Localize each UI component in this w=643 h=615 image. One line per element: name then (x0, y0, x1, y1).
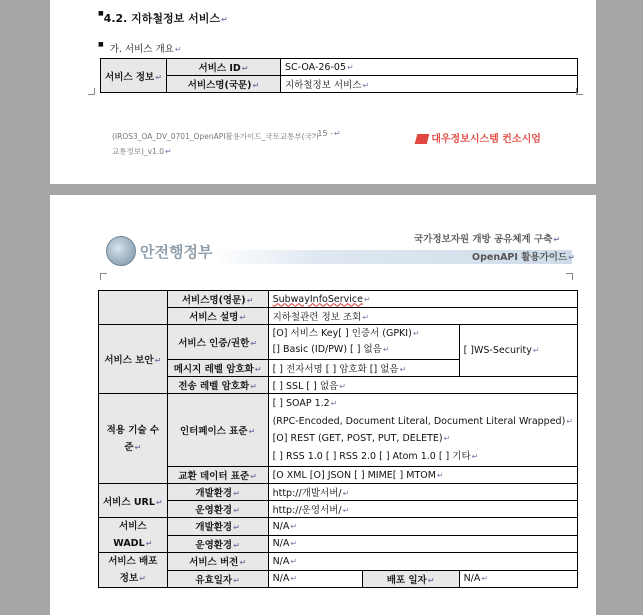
table-label-cell: 서비스명(국문)↵ (167, 76, 281, 93)
table-label-cell: 인터페이스 표준↵ (167, 394, 268, 467)
table-value-cell: N/A↵ (268, 570, 362, 588)
table-label-cell: 배포 일자↵ (362, 570, 459, 588)
table-value-cell: [ ] 전자서명 [ ] 암호화 [] 없음↵ (268, 360, 459, 377)
crop-mark (566, 273, 573, 280)
table-value-cell: [O XML [O] JSON [ ] MIME[ ] MTOM↵ (268, 467, 577, 484)
table-label-cell: 서비스 인증/권한↵ (167, 325, 268, 360)
document-page-1 (50, 0, 596, 184)
table-group-label: 서비스 정보↵ (101, 59, 167, 93)
table-label-cell: 서비스 버전↵ (167, 553, 268, 571)
table-row (99, 291, 578, 308)
bullet-icon: ■ (98, 10, 104, 17)
table-label-cell: 서비스명(영문)↵ (167, 291, 268, 308)
table-row (99, 570, 578, 588)
table-label-cell: 전송 레벨 암호화↵ (167, 377, 268, 394)
table-value-cell: N/A↵ (268, 553, 577, 571)
table-group-label: 서비스 보안↵ (99, 325, 168, 394)
crop-mark (88, 88, 95, 95)
table-value-cell: [O] 서비스 Key[ ] 인증서 (GPKI)↵ [] Basic (ID/PW) [ ] 없음↵ (268, 325, 459, 360)
table-row (99, 308, 578, 325)
table-row (99, 553, 578, 571)
document-page-2 (50, 195, 596, 615)
header-title-line1: 국가정보자원 개방 공유체계 구축↵ (414, 234, 561, 245)
table-row (99, 518, 578, 536)
ministry-logo: 안전행정부 (106, 236, 212, 266)
table-value-cell: N/A↵ (268, 535, 577, 553)
table-label-cell: 교환 데이터 표준↵ (167, 467, 268, 484)
header-title-line2: OpenAPI 활용가이드↵ (472, 252, 575, 263)
table-label-cell: 메시지 레벨 암호화↵ (167, 360, 268, 377)
table-value-cell: [ ] SOAP 1.2↵ (RPC-Encoded, Document Literal, Document Literal Wrapped)↵ [O] REST (GET, POST, PUT, DELETE)↵ [ ] RSS 1.0 [ ] RSS 2.0 [ ] Atom 1.0 [ ] 기타↵ (268, 394, 577, 467)
footer-company-logo: 대우정보시스템 컨소시엄 (416, 130, 541, 145)
table-value-cell: [ ]WS-Security↵ (459, 325, 577, 377)
table-label-cell: 운영환경↵ (167, 501, 268, 518)
table-label-cell: 개발환경↵ (167, 518, 268, 536)
section-heading: ■4.2. 지하철정보 서비스↵ (98, 10, 228, 25)
table-value-cell: 지하철정보 서비스↵ (281, 76, 578, 93)
table-row (99, 325, 578, 360)
table-value-cell: N/A↵ (268, 518, 577, 536)
bullet-icon: ■ (98, 41, 104, 48)
table-value-cell: [ ] SSL [ ] 없음↵ (268, 377, 577, 394)
table-label-cell: 운영환경↵ (167, 535, 268, 553)
service-detail-table (98, 290, 578, 588)
table-label-cell: 서비스 설명↵ (167, 308, 268, 325)
table-row (101, 76, 578, 93)
table-group-label: 서비스 URL↵ (99, 484, 168, 518)
table-group-label: 서비스 배포 정보↵ (99, 553, 168, 588)
ministry-emblem-icon (106, 236, 136, 266)
table-group-label (99, 291, 168, 325)
table-row (99, 501, 578, 518)
table-row (99, 535, 578, 553)
footer-page-number: - 15 -↵ (312, 129, 341, 138)
table-row (99, 377, 578, 394)
crop-mark (100, 273, 107, 280)
company-logo-icon (415, 134, 430, 144)
table-group-label: 서비스 WADL↵ (99, 518, 168, 553)
footer-doc-id: (IROS3_OA_DV_0701_OpenAPI활용가이드_국토교통부(국가 교통정보)_v1.0↵ (112, 132, 320, 156)
table-row (99, 467, 578, 484)
table-row (99, 484, 578, 501)
table-label-cell: 서비스 ID↵ (167, 59, 281, 76)
table-label-cell: 유효일자↵ (167, 570, 268, 588)
table-value-cell: http://개발서버/↵ (268, 484, 577, 501)
table-label-cell: 개발환경↵ (167, 484, 268, 501)
crop-mark (576, 88, 583, 95)
table-row (101, 59, 578, 76)
table-value-cell: http://운영서버/↵ (268, 501, 577, 518)
table-value-cell: N/A↵ (459, 570, 577, 588)
service-info-table (100, 58, 578, 93)
table-row (99, 394, 578, 467)
table-value-cell: SubwayInfoService↵ (268, 291, 577, 308)
table-group-label: 적용 기술 수 준↵ (99, 394, 168, 484)
subsection-heading: ■ 가. 서비스 개요↵ (98, 41, 182, 55)
table-value-cell: 지하철관련 정보 조회↵ (268, 308, 577, 325)
table-value-cell: SC-OA-26-05↵ (281, 59, 578, 76)
